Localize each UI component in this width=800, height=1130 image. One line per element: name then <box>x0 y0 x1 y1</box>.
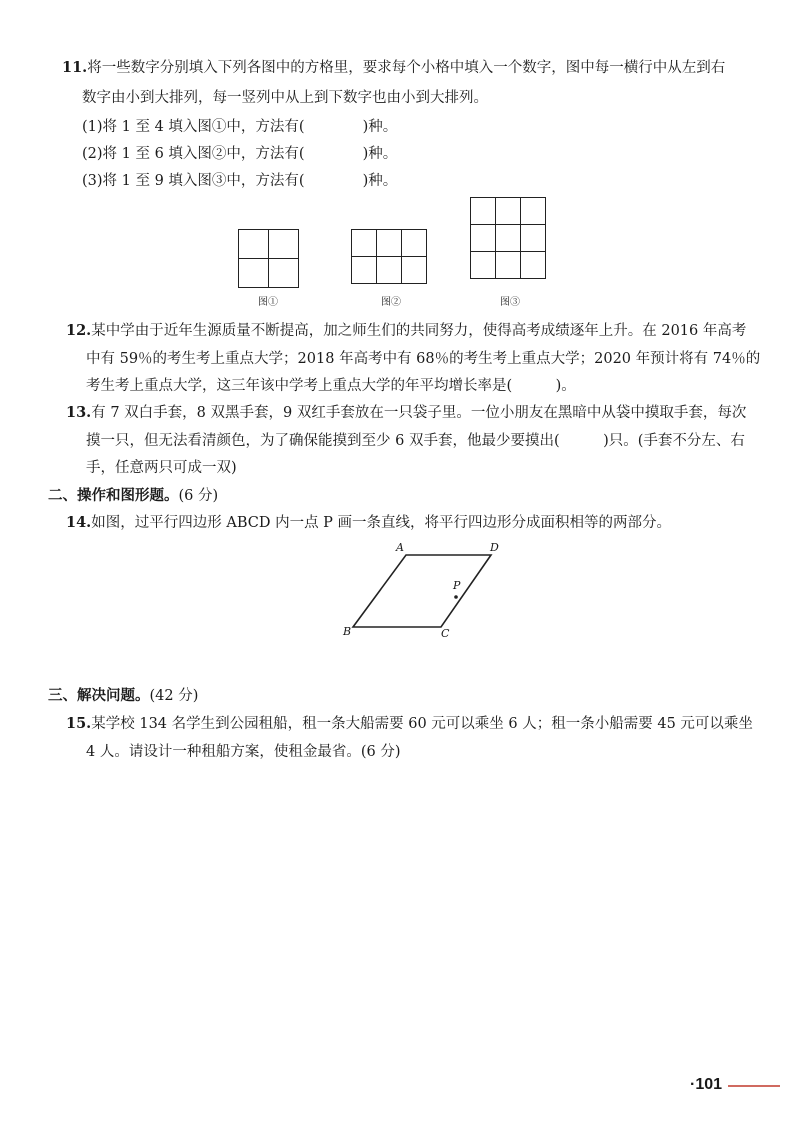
label-p: P <box>453 579 461 592</box>
page-number: ·101 <box>690 1076 723 1093</box>
q11-line2: 数字由小到大排列，每一竖列中从上到下数字也由小到大排列。 <box>82 90 488 106</box>
q12-line2: 中有 59％的考生考上重点大学；2018 年高考中有 68％的考生考上重点大学；2020 年预计将有 74％的 <box>86 351 761 367</box>
q11-text1: 将一些数字分别填入下列各图中的方格里，要求每个小格中填入一个数字，图中每一横行中从左到右 <box>87 60 726 76</box>
q12-line3: 考生考上重点大学，这三年该中学考上重点大学的年平均增长率是( )。 <box>86 378 576 394</box>
section-3-title: 三、解决问题。 <box>48 687 150 704</box>
q13-number: 13. <box>66 404 92 421</box>
grid-figure-3 <box>470 197 546 279</box>
section-3-heading <box>48 686 198 706</box>
q14-text: 如图，过平行四边形 ABCD 内一点 P 画一条直线，将平行四边形分成面积相等的两部分。 <box>91 515 672 531</box>
q14-number: 14. <box>66 514 92 531</box>
q11-part3: (3)将 1 至 9 填入图③中，方法有( )种。 <box>82 173 398 189</box>
grid-figure-1 <box>238 229 299 288</box>
q12-line1 <box>66 321 746 341</box>
label-b: B <box>343 625 352 638</box>
q13-line2: 摸一只，但无法看清颜色，为了确保能摸到至少 6 双手套，他最少要摸出( )只。(手套不分左、右 <box>86 433 745 449</box>
q11-part1: (1)将 1 至 4 填入图①中，方法有( )种。 <box>82 119 398 135</box>
grid-figure-2 <box>351 229 427 284</box>
section-2-title: 二、操作和图形题。 <box>48 487 179 504</box>
q15-line2: 4 人。请设计一种租船方案，使租金最省。(6 分) <box>86 744 401 760</box>
label-a: A <box>396 541 404 554</box>
caption-figure-1: 图① <box>258 297 278 308</box>
q12-text1: 某中学由于近年生源质量不断提高，加之师生们的共同努力，使得高考成绩逐年上升。在 2016 年高考 <box>91 323 747 339</box>
q11-line1 <box>62 58 725 78</box>
q13-text1: 有 7 双白手套，8 双黑手套，9 双红手套放在一只袋子里。一位小朋友在黑暗中从袋中摸取手套，每次 <box>91 405 747 421</box>
q15-text1: 某学校 134 名学生到公园租船，租一条大船需要 60 元可以乘坐 6 人；租一条小船需要 45 元可以乘坐 <box>91 716 753 732</box>
section-3-score: (42 分) <box>149 688 199 704</box>
section-2-score: (6 分) <box>178 488 219 504</box>
q13-line1 <box>66 403 746 423</box>
q13-line3: 手，任意两只可成一双) <box>86 460 237 476</box>
q15-line1 <box>66 714 753 734</box>
parallelogram-abcd <box>353 555 491 627</box>
section-2-heading <box>48 486 218 506</box>
label-d: D <box>490 541 499 554</box>
q11-number: 11. <box>62 59 88 76</box>
caption-figure-3: 图③ <box>500 297 520 308</box>
caption-figure-2: 图② <box>381 297 401 308</box>
q11-part2: (2)将 1 至 6 填入图②中，方法有( )种。 <box>82 146 398 162</box>
q15-number: 15. <box>66 715 92 732</box>
point-p <box>454 595 458 599</box>
label-c: C <box>441 627 450 640</box>
q12-number: 12. <box>66 322 92 339</box>
q14-line1 <box>66 513 671 533</box>
